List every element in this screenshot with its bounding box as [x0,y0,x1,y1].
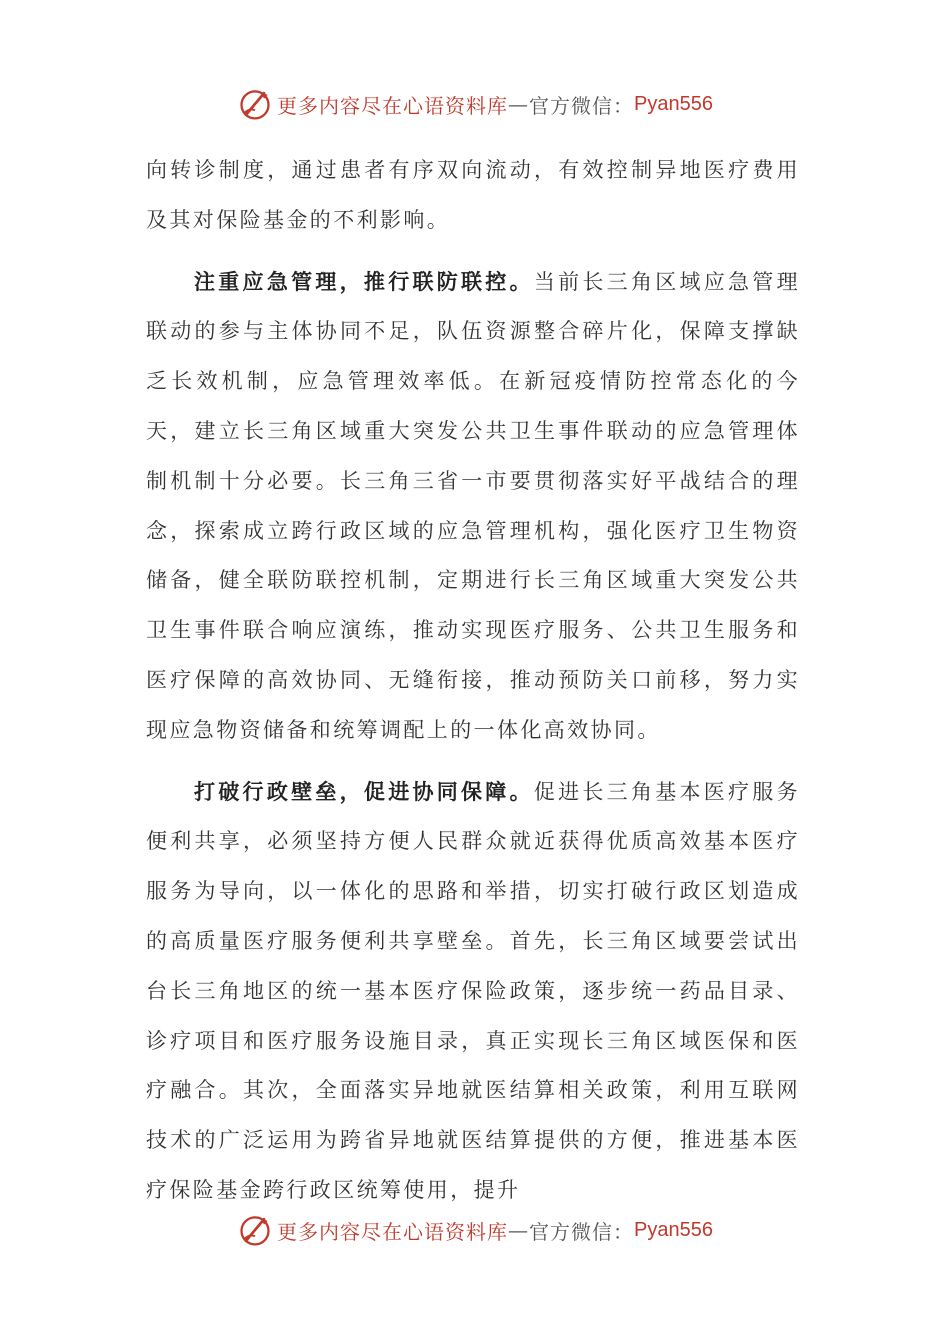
pen-logo-icon [237,1212,273,1248]
watermark-dash: — [508,1218,530,1242]
paragraph-3-lead: 打破行政壁垒，促进协同保障。 [194,778,534,804]
watermark-wechat-id: Pyan556 [634,1218,713,1241]
paragraph-2-lead: 注重应急管理，推行联防联控。 [194,268,534,294]
header-watermark [0,84,950,124]
paragraph-2 [146,257,800,756]
footer-watermark [0,1210,950,1250]
paragraph-1-body: 向转诊制度，通过患者有序双向流动，有效控制异地医疗费用及其对保险基金的不利影响。 [146,158,800,232]
paragraph-1 [146,146,800,246]
document-body [146,146,800,1216]
watermark-wechat-label: 官方微信： [529,93,635,118]
paragraph-2-body: 当前长三角区域应急管理联动的参与主体协同不足，队伍资源整合碎片化，保障支撑缺乏长效机制，应急管理效率低。在新冠疫情防控常态化的今天，建立长三角区域重大突发公共卫生事件联动的应急管理体制机制十分必要。长三角三省一市要贯彻落实好平战结合的理念，探索成立跨行政区域的应急管理机构，强化医疗卫生物资储备，健全联防联控机制，定期进行长三角区域重大突发公共卫生事件联合响应演练，推动实现医疗服务、公共卫生服务和医疗保障的高效协同、无缝衔接，推动预防关口前移，努力实现应急物资储备和统筹调配上的一体化高效协同。 [146,269,800,742]
watermark-text: 更多内容尽在心语资料库 [277,1219,509,1244]
pen-logo-icon [237,86,273,122]
watermark-text: 更多内容尽在心语资料库 [277,93,509,118]
watermark-dash: — [508,92,530,116]
paragraph-3-body: 促进长三角基本医疗服务便利共享，必须坚持方便人民群众就近获得优质高效基本医疗服务为导向，以一体化的思路和举措，切实打破行政区划造成的高质量医疗服务便利共享壁垒。首先，长三角区域要尝试出台长三角地区的统一基本医疗保险政策，逐步统一药品目录、诊疗项目和医疗服务设施目录，真正实现长三角区域医保和医疗融合。其次，全面落实异地就医结算相关政策，利用互联网技术的广泛运用为跨省异地就医结算提供的方便，推进基本医疗保险基金跨行政区统筹使用，提升 [146,779,800,1202]
paragraph-3 [146,767,800,1216]
watermark-wechat-id: Pyan556 [634,92,713,115]
watermark-wechat-label: 官方微信： [529,1219,635,1244]
